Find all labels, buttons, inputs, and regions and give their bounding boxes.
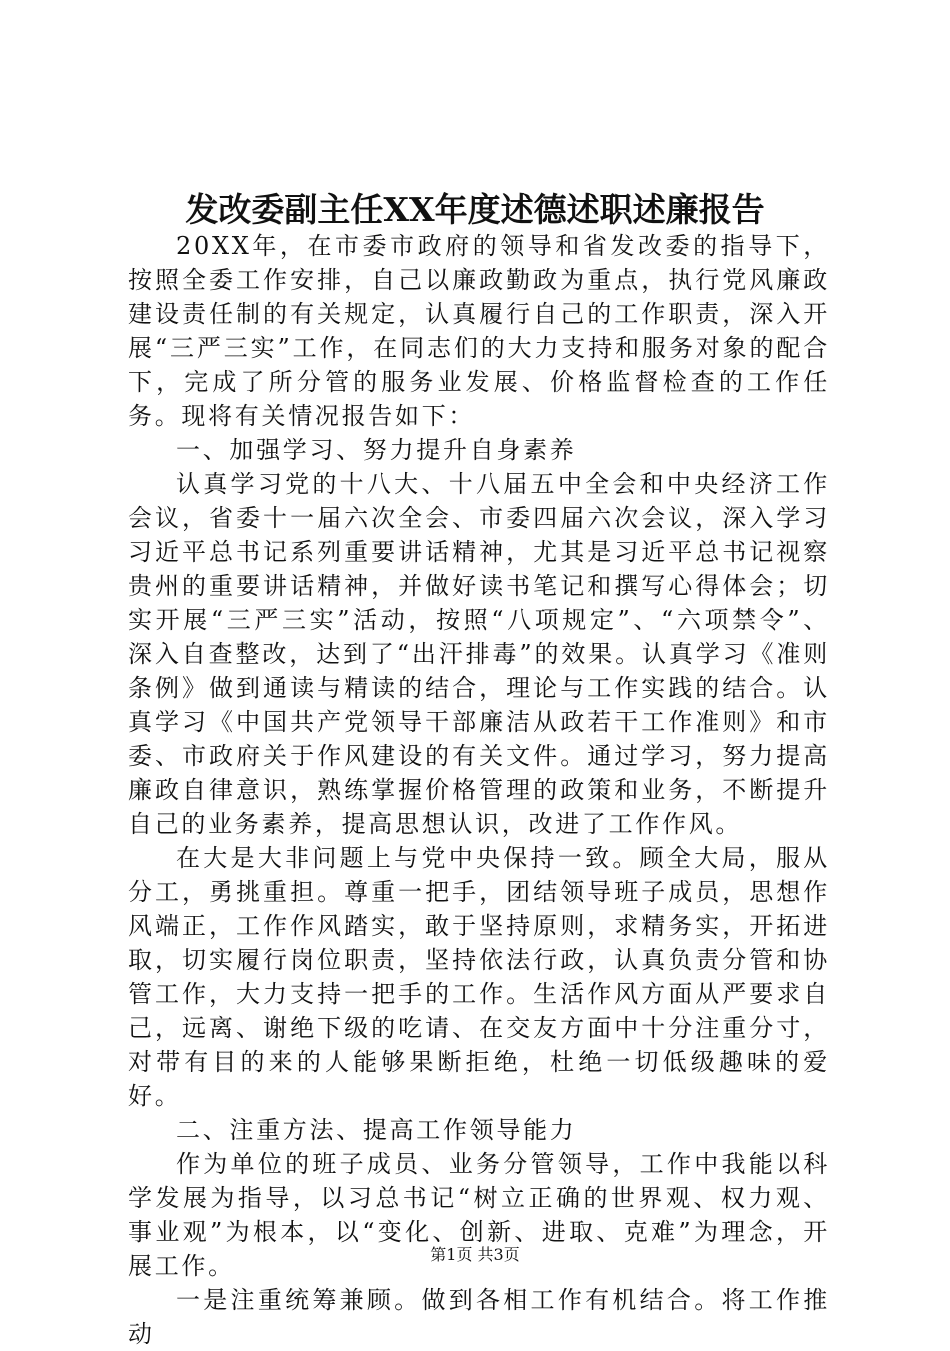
page-number-footer: 第1页 共3页 [430, 1245, 520, 1264]
document-title: 发改委副主任XX年度述德述职述廉报告 [185, 190, 765, 229]
section-heading-1: 一、加强学习、努力提升自身素养 [176, 436, 577, 464]
section-heading-2: 二、注重方法、提高工作领导能力 [176, 1116, 577, 1144]
intro-paragraph: 20XX年，在市委市政府的领导和省发改委的指导下，按照全委工作安排，自己以廉政勤政为重点，执行党风廉政建设责任制的有关规定，认真履行自己的工作职责，深入开展“三严三实”工作，在同志们的大力支持和服务对象的配合下，完成了所分管的服务业发展、价格监督检查的工作任务。现将有关情况报告如下： [128, 232, 830, 430]
coordination-paragraph: 一是注重统筹兼顾。做到各相工作有机结合。将工作推动 [128, 1286, 830, 1348]
document-body [128, 229, 830, 1351]
political-stance-paragraph: 在大是大非问题上与党中央保持一致。顾全大局，服从分工，勇挑重担。尊重一把手，团结领导班子成员，思想作风端正，工作作风踏实，敢于坚持原则，求精务实，开拓进取，切实履行岗位职责，坚持依法行政，认真负责分管和协管工作，大力支持一把手的工作。生活作风方面从严要求自己，远离、谢绝下级的吃请、在交友方面中十分注重分寸，对带有目的来的人能够果断拒绝，杜绝一切低级趣味的爱好。 [128, 844, 830, 1110]
study-paragraph: 认真学习党的十八大、十八届五中全会和中央经济工作会议，省委十一届六次全会、市委四届六次会议，深入学习习近平总书记系列重要讲话精神，尤其是习近平总书记视察贵州的重要讲话精神，并做好读书笔记和撰写心得体会；切实开展“三严三实”活动，按照“八项规定”、“六项禁令”、深入自查整改，达到了“出汗排毒”的效果。认真学习《准则条例》做到通读与精读的结合，理论与工作实践的结合。认真学习《中国共产党领导干部廉洁从政若干工作准则》和市委、市政府关于作风建设的有关文件。通过学习，努力提高廉政自律意识，熟练掌握价格管理的政策和业务，不断提升自己的业务素养，提高思想认识，改进了工作作风。 [128, 470, 830, 838]
leadership-paragraph: 作为单位的班子成员、业务分管领导，工作中我能以科学发展为指导，以习总书记“树立正确的世界观、权力观、事业观”为根本，以“变化、创新、进取、克难”为理念，开展工作。 [128, 1150, 830, 1280]
